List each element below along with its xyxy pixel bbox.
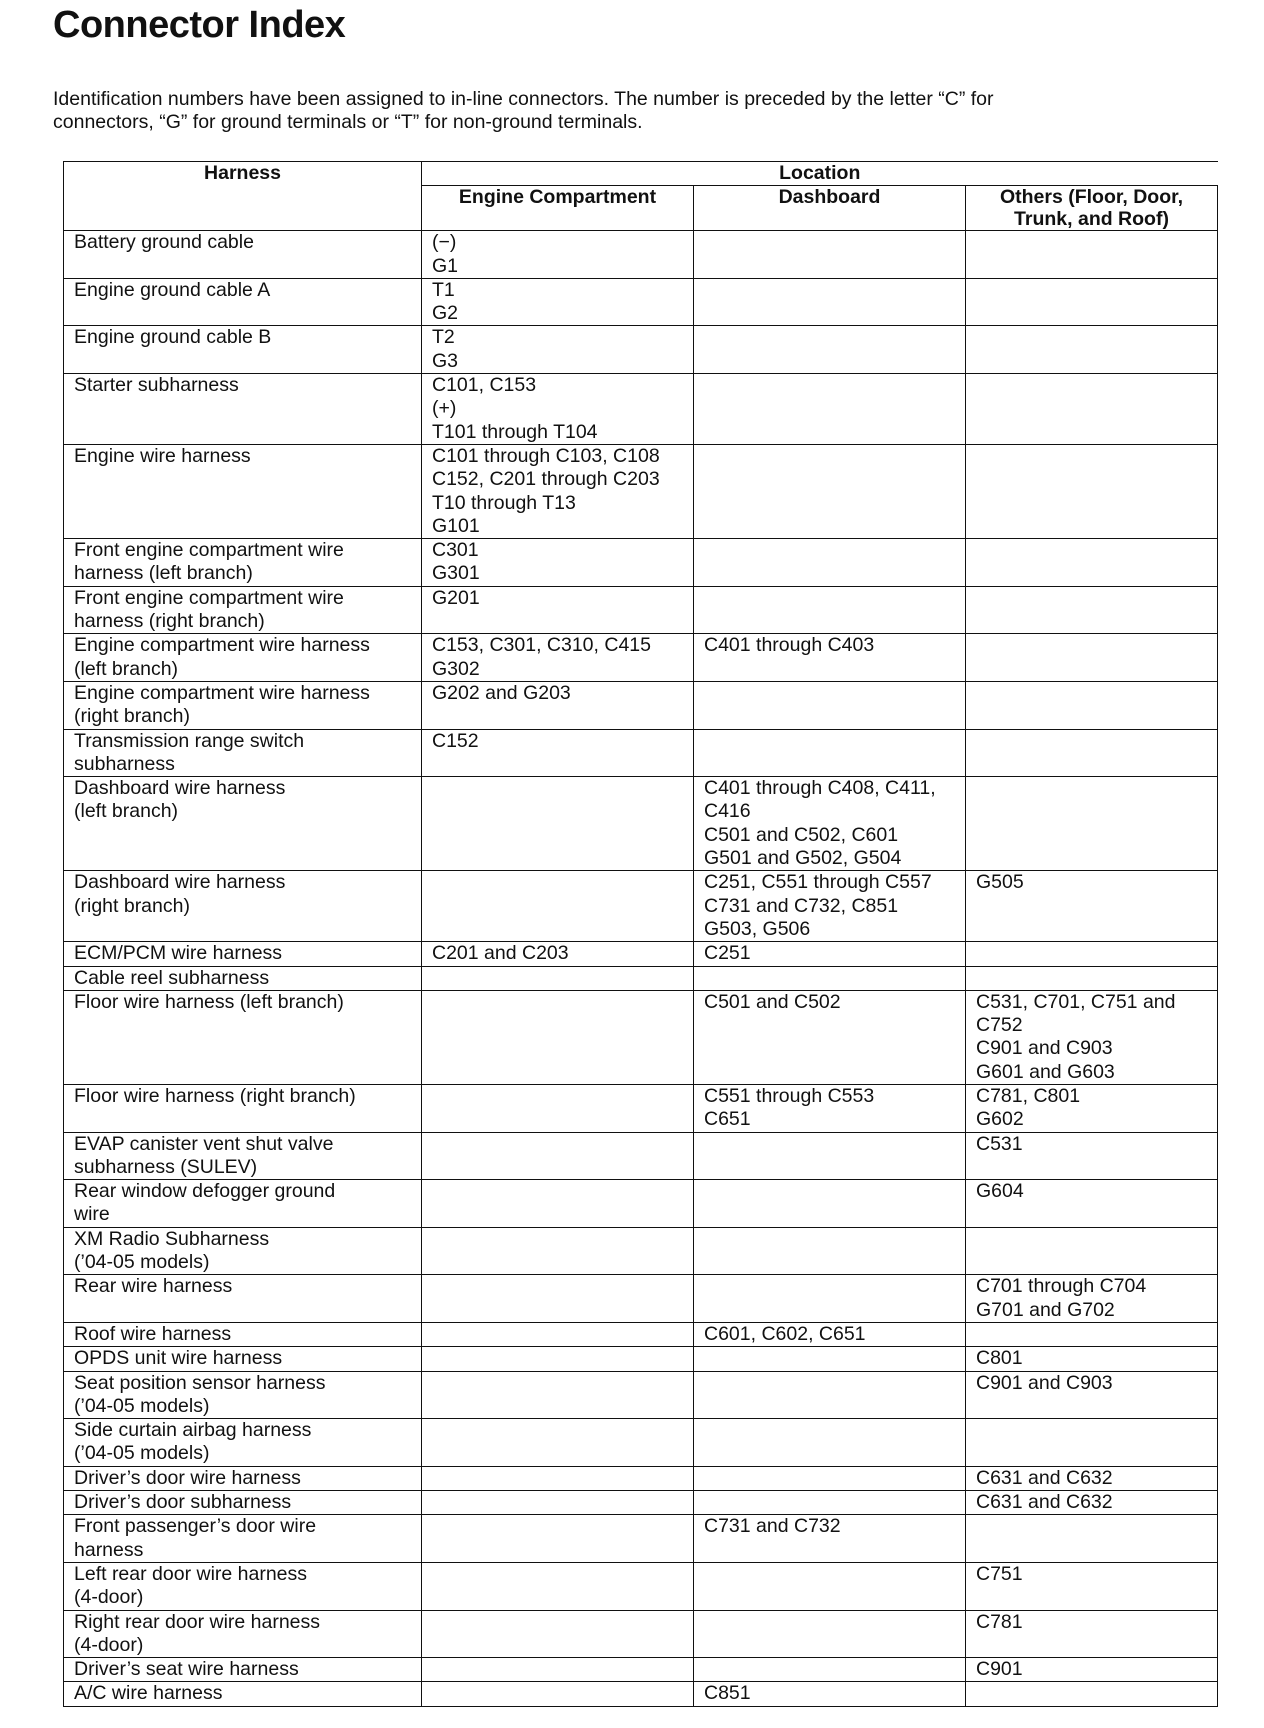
table-row [64, 1227, 1218, 1275]
cell-line: (right branch) [74, 705, 190, 728]
cell-line: G505 [976, 871, 1024, 894]
cell-line: Floor wire harness (left branch) [74, 990, 344, 1013]
cell-line: XM Radio Subharness [74, 1227, 270, 1250]
table-header-row [64, 162, 1218, 186]
engine-compartment-cell [422, 444, 694, 538]
dashboard-cell [694, 1562, 966, 1610]
header-others-line: Trunk, and Roof) [1014, 208, 1169, 231]
table-row [64, 539, 1218, 587]
cell-line: Front engine compartment wire [74, 586, 344, 609]
cell-line: C531, C701, C751 and [976, 990, 1176, 1013]
harness-cell [64, 1562, 422, 1610]
engine-compartment-cell [422, 634, 694, 682]
engine-compartment-cell [422, 1682, 694, 1706]
cell-line: (left branch) [74, 657, 179, 680]
engine-compartment-cell [422, 1610, 694, 1658]
harness-cell [64, 1347, 422, 1371]
harness-cell [64, 374, 422, 445]
cell-line: Driver’s door wire harness [74, 1466, 301, 1489]
dashboard-cell [694, 1084, 966, 1132]
harness-cell [64, 1227, 422, 1275]
engine-compartment-cell [422, 1132, 694, 1180]
engine-compartment-cell [422, 1491, 694, 1515]
cell-line: Roof wire harness [74, 1322, 232, 1345]
dashboard-cell [694, 966, 966, 990]
dashboard-cell [694, 1682, 966, 1706]
cell-line: (left branch) [74, 800, 179, 823]
dashboard-cell [694, 681, 966, 729]
cell-line: harness [74, 1538, 144, 1561]
table-row [64, 990, 1218, 1084]
dashboard-cell [694, 231, 966, 279]
table-row [64, 1515, 1218, 1563]
dashboard-cell [694, 278, 966, 326]
cell-line: C101 through C103, C108 [432, 444, 660, 467]
harness-cell [64, 586, 422, 634]
cell-line: Driver’s door subharness [74, 1491, 292, 1514]
cell-line: (−) [432, 231, 457, 254]
engine-compartment-cell [422, 1562, 694, 1610]
header-location: Location [422, 162, 1218, 186]
header-engine-compartment: Engine Compartment [422, 186, 694, 231]
cell-line: G601 and G603 [976, 1060, 1115, 1083]
cell-line: A/C wire harness [74, 1682, 223, 1705]
table-row [64, 634, 1218, 682]
table-row [64, 1419, 1218, 1467]
cell-line: G3 [432, 349, 459, 372]
others-cell [966, 1682, 1218, 1706]
others-cell [966, 966, 1218, 990]
dashboard-cell [694, 777, 966, 871]
dashboard-cell [694, 1347, 966, 1371]
table-body [64, 231, 1218, 1706]
engine-compartment-cell [422, 278, 694, 326]
dashboard-cell [694, 729, 966, 777]
cell-line: Cable reel subharness [74, 966, 270, 989]
cell-line: C251, C551 through C557 [704, 871, 932, 894]
others-cell [966, 1466, 1218, 1490]
others-cell [966, 326, 1218, 374]
dashboard-cell [694, 1515, 966, 1563]
table-row [64, 1275, 1218, 1323]
harness-cell [64, 326, 422, 374]
engine-compartment-cell [422, 1275, 694, 1323]
cell-line: G701 and G702 [976, 1298, 1115, 1321]
others-cell [966, 374, 1218, 445]
table-row [64, 681, 1218, 729]
cell-line: harness (right branch) [74, 610, 265, 633]
dashboard-cell [694, 1371, 966, 1419]
cell-line: C153, C301, C310, C415 [432, 634, 651, 657]
cell-line: C152 [432, 729, 479, 752]
cell-line: Starter subharness [74, 374, 239, 397]
engine-compartment-cell [422, 586, 694, 634]
others-cell [966, 1491, 1218, 1515]
table-row [64, 1347, 1218, 1371]
engine-compartment-cell [422, 942, 694, 966]
cell-line: C101, C153 [432, 374, 537, 397]
others-cell [966, 1322, 1218, 1346]
others-cell [966, 777, 1218, 871]
engine-compartment-cell [422, 777, 694, 871]
cell-line: C531 [976, 1132, 1023, 1155]
cell-line: (+) [432, 397, 457, 420]
others-cell [966, 444, 1218, 538]
cell-line: T101 through T104 [432, 420, 598, 443]
others-cell [966, 729, 1218, 777]
dashboard-cell [694, 1132, 966, 1180]
others-cell [966, 1227, 1218, 1275]
header-harness: Harness [64, 162, 422, 231]
cell-line: Transmission range switch [74, 729, 305, 752]
dashboard-cell [694, 1419, 966, 1467]
table-row [64, 1562, 1218, 1610]
others-cell [966, 1132, 1218, 1180]
cell-line: C781, C801 [976, 1084, 1081, 1107]
dashboard-cell [694, 1322, 966, 1346]
harness-cell [64, 278, 422, 326]
dashboard-cell [694, 586, 966, 634]
harness-cell [64, 1132, 422, 1180]
others-cell [966, 1275, 1218, 1323]
engine-compartment-cell [422, 966, 694, 990]
cell-line: C601, C602, C651 [704, 1322, 866, 1345]
harness-cell [64, 1658, 422, 1682]
cell-line: Side curtain airbag harness [74, 1419, 312, 1442]
engine-compartment-cell [422, 1466, 694, 1490]
cell-line: ECM/PCM wire harness [74, 942, 283, 965]
cell-line: C631 and C632 [976, 1466, 1113, 1489]
table-row [64, 871, 1218, 942]
engine-compartment-cell [422, 681, 694, 729]
cell-line: C631 and C632 [976, 1491, 1113, 1514]
table-row [64, 444, 1218, 538]
table-row [64, 1371, 1218, 1419]
cell-line: T10 through T13 [432, 491, 576, 514]
cell-line: C251 [704, 942, 751, 965]
others-cell [966, 1419, 1218, 1467]
engine-compartment-cell [422, 1371, 694, 1419]
engine-compartment-cell [422, 1658, 694, 1682]
others-cell [966, 871, 1218, 942]
engine-compartment-cell [422, 1180, 694, 1228]
cell-line: C901 and C903 [976, 1371, 1113, 1394]
table-row [64, 374, 1218, 445]
cell-line: (’04-05 models) [74, 1442, 210, 1465]
others-cell [966, 1084, 1218, 1132]
page-title: Connector Index [53, 4, 346, 46]
cell-line: EVAP canister vent shut valve [74, 1132, 334, 1155]
engine-compartment-cell [422, 539, 694, 587]
cell-line: C201 and C203 [432, 942, 569, 965]
cell-line: Engine ground cable B [74, 326, 272, 349]
cell-line: C651 [704, 1108, 751, 1131]
cell-line: C731 and C732, C851 [704, 894, 899, 917]
table-row [64, 231, 1218, 279]
harness-cell [64, 681, 422, 729]
engine-compartment-cell [422, 1322, 694, 1346]
cell-line: Engine compartment wire harness [74, 681, 370, 704]
others-cell [966, 1658, 1218, 1682]
cell-line: subharness [74, 752, 175, 775]
cell-line: Seat position sensor harness [74, 1371, 326, 1394]
cell-line: G2 [432, 302, 459, 325]
harness-cell [64, 729, 422, 777]
cell-line: Right rear door wire harness [74, 1610, 321, 1633]
table-row [64, 586, 1218, 634]
others-cell [966, 539, 1218, 587]
harness-cell [64, 1084, 422, 1132]
dashboard-cell [694, 1466, 966, 1490]
others-cell [966, 990, 1218, 1084]
cell-line: G101 [432, 514, 480, 537]
table-row [64, 1180, 1218, 1228]
dashboard-cell [694, 1180, 966, 1228]
table-row [64, 326, 1218, 374]
intro-paragraph [53, 88, 1203, 134]
cell-line: C901 [976, 1658, 1023, 1681]
dashboard-cell [694, 444, 966, 538]
table-row [64, 278, 1218, 326]
cell-line: Engine compartment wire harness [74, 634, 370, 657]
table-row [64, 942, 1218, 966]
dashboard-cell [694, 1658, 966, 1682]
cell-line: C751 [976, 1562, 1023, 1585]
cell-line: Rear wire harness [74, 1275, 233, 1298]
table-row [64, 966, 1218, 990]
cell-line: G202 and G203 [432, 681, 571, 704]
cell-line: G201 [432, 586, 480, 609]
table-row [64, 1322, 1218, 1346]
cell-line: G1 [432, 254, 459, 277]
cell-line: G604 [976, 1180, 1024, 1203]
cell-line: C752 [976, 1014, 1023, 1037]
dashboard-cell [694, 326, 966, 374]
others-cell [966, 1562, 1218, 1610]
harness-cell [64, 1466, 422, 1490]
harness-cell [64, 1180, 422, 1228]
cell-line: Engine ground cable A [74, 278, 271, 301]
cell-line: Floor wire harness (right branch) [74, 1084, 356, 1107]
engine-compartment-cell [422, 1227, 694, 1275]
cell-line: Battery ground cable [74, 231, 254, 254]
cell-line: T2 [432, 326, 455, 349]
cell-line: C401 through C408, C411, [704, 777, 936, 800]
harness-cell [64, 1322, 422, 1346]
cell-line: Dashboard wire harness [74, 871, 286, 894]
dashboard-cell [694, 1275, 966, 1323]
dashboard-cell [694, 871, 966, 942]
harness-cell [64, 1275, 422, 1323]
cell-line: G602 [976, 1108, 1024, 1131]
cell-line: G501 and G502, G504 [704, 847, 902, 870]
harness-cell [64, 1610, 422, 1658]
cell-line: Engine wire harness [74, 444, 251, 467]
others-cell [966, 231, 1218, 279]
others-cell [966, 278, 1218, 326]
cell-line: T1 [432, 278, 455, 301]
header-dashboard: Dashboard [694, 186, 966, 231]
cell-line: Front engine compartment wire [74, 539, 344, 562]
engine-compartment-cell [422, 871, 694, 942]
harness-cell [64, 990, 422, 1084]
others-cell [966, 1515, 1218, 1563]
cell-line: Rear window defogger ground [74, 1180, 336, 1203]
table-row [64, 729, 1218, 777]
cell-line: C801 [976, 1347, 1023, 1370]
engine-compartment-cell [422, 1515, 694, 1563]
dashboard-cell [694, 942, 966, 966]
harness-cell [64, 871, 422, 942]
cell-line: (’04-05 models) [74, 1251, 210, 1274]
cell-line: subharness (SULEV) [74, 1155, 258, 1178]
cell-line: C152, C201 through C203 [432, 468, 660, 491]
cell-line: Left rear door wire harness [74, 1562, 308, 1585]
table-row [64, 1132, 1218, 1180]
cell-line: Front passenger’s door wire [74, 1515, 317, 1538]
cell-line: G301 [432, 562, 480, 585]
cell-line: C501 and C502 [704, 990, 841, 1013]
cell-line: Dashboard wire harness [74, 777, 286, 800]
cell-line: C781 [976, 1610, 1023, 1633]
table-row [64, 1466, 1218, 1490]
table-row [64, 1658, 1218, 1682]
cell-line: (4-door) [74, 1633, 144, 1656]
table-row [64, 1084, 1218, 1132]
engine-compartment-cell [422, 1347, 694, 1371]
cell-line: G302 [432, 657, 480, 680]
dashboard-cell [694, 990, 966, 1084]
cell-line: G503, G506 [704, 917, 811, 940]
table-row [64, 1610, 1218, 1658]
cell-line: wire [74, 1203, 110, 1226]
cell-line: C901 and C903 [976, 1037, 1113, 1060]
others-cell [966, 586, 1218, 634]
cell-line: harness (left branch) [74, 562, 253, 585]
engine-compartment-cell [422, 231, 694, 279]
harness-cell [64, 231, 422, 279]
engine-compartment-cell [422, 326, 694, 374]
cell-line: C416 [704, 800, 751, 823]
cell-line: C401 through C403 [704, 634, 875, 657]
engine-compartment-cell [422, 1419, 694, 1467]
dashboard-cell [694, 634, 966, 682]
cell-line: OPDS unit wire harness [74, 1347, 283, 1370]
table-row [64, 1491, 1218, 1515]
header-others-line: Others (Floor, Door, [999, 186, 1184, 209]
others-cell [966, 1610, 1218, 1658]
harness-cell [64, 966, 422, 990]
engine-compartment-cell [422, 1084, 694, 1132]
dashboard-cell [694, 374, 966, 445]
connector-index-table [63, 161, 1218, 1707]
others-cell [966, 1371, 1218, 1419]
table-row [64, 777, 1218, 871]
cell-line: C501 and C502, C601 [704, 823, 899, 846]
intro-line: connectors, “G” for ground terminals or “T” for non-ground terminals. [53, 111, 643, 133]
table-row [64, 1682, 1218, 1706]
cell-line: C731 and C732 [704, 1515, 841, 1538]
others-cell [966, 634, 1218, 682]
dashboard-cell [694, 1610, 966, 1658]
cell-line: C551 through C553 [704, 1084, 875, 1107]
engine-compartment-cell [422, 374, 694, 445]
harness-cell [64, 1419, 422, 1467]
cell-line: (right branch) [74, 894, 190, 917]
dashboard-cell [694, 539, 966, 587]
dashboard-cell [694, 1227, 966, 1275]
engine-compartment-cell [422, 729, 694, 777]
cell-line: C301 [432, 539, 479, 562]
cell-line: C701 through C704 [976, 1275, 1147, 1298]
dashboard-cell [694, 1491, 966, 1515]
cell-line: (’04-05 models) [74, 1394, 210, 1417]
harness-cell [64, 1515, 422, 1563]
cell-line: (4-door) [74, 1586, 144, 1609]
harness-cell [64, 539, 422, 587]
harness-cell [64, 942, 422, 966]
harness-cell [64, 1682, 422, 1706]
harness-cell [64, 777, 422, 871]
engine-compartment-cell [422, 990, 694, 1084]
harness-cell [64, 1491, 422, 1515]
cell-line: Driver’s seat wire harness [74, 1658, 299, 1681]
harness-cell [64, 1371, 422, 1419]
others-cell [966, 1347, 1218, 1371]
harness-cell [64, 634, 422, 682]
others-cell [966, 1180, 1218, 1228]
cell-line: C851 [704, 1682, 751, 1705]
intro-line: Identification numbers have been assigned to in-line connectors. The number is preceded by the letter “C” for [53, 88, 994, 110]
others-cell [966, 942, 1218, 966]
harness-cell [64, 444, 422, 538]
others-cell [966, 681, 1218, 729]
header-others [966, 186, 1218, 231]
